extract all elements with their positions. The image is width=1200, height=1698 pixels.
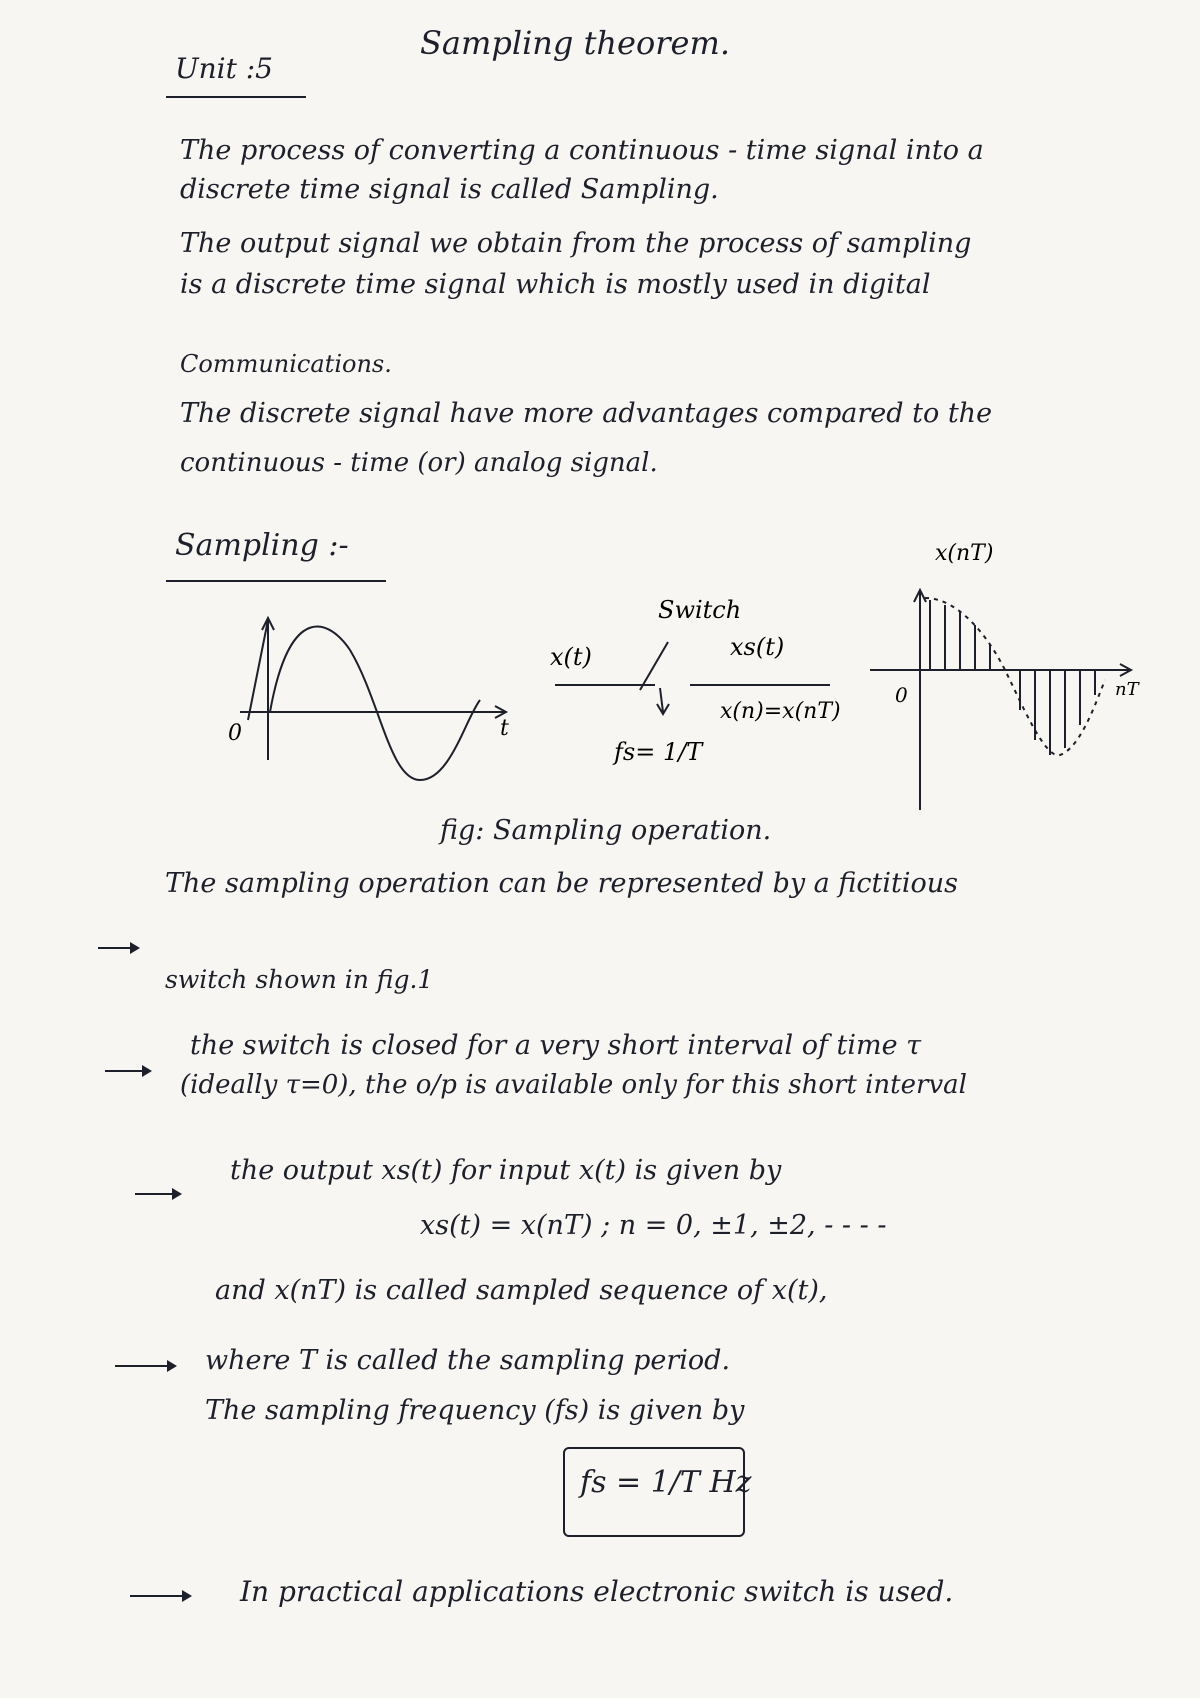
origin-left-label: 0 [228,721,242,746]
sequence-label: x(n)=x(nT) [720,699,841,724]
intro-line-7: continuous - time (or) analog signal. [180,448,658,478]
intro-line-6: The discrete signal have more advantages compared to the [180,398,993,429]
y-axis-left [248,620,268,720]
continuous-signal-plot [240,618,506,780]
xnt-label: x(nT) [935,541,994,566]
bullet-4-line-1: where T is called the sampling period. [205,1345,731,1376]
sampling-figure [0,530,1200,820]
sine-wave [270,627,480,780]
sample-envelope [925,598,1105,755]
intro-line-1: The process of converting a continuous - time signal into a [180,135,984,166]
boxed-formula: fs = 1/T Hz [580,1465,752,1500]
t-axis-label: t [500,716,509,741]
output-signal-label: xs(t) [730,633,785,661]
bullet-arrow-4 [115,1365,175,1367]
unit-label: Unit :5 [175,52,273,85]
bullet-2-line-1: the switch is closed for a very short interval of time τ [190,1030,922,1061]
bullet-arrow-2 [105,1070,150,1072]
bullet-4-line-2: The sampling frequency (fs) is given by [205,1395,745,1426]
intro-line-5: Communications. [180,350,392,378]
intro-line-2: discrete time signal is called Sampling. [180,174,719,205]
fs-label: fs= 1/T [614,738,703,766]
bullet-arrow-1 [98,947,138,949]
nt-axis-label: nT [1115,679,1139,700]
intro-line-3: The output signal we obtain from the process of sampling [180,228,972,259]
page-title: Sampling theorem. [420,24,730,62]
origin-right-label: 0 [895,683,908,707]
section-heading: Sampling :- [175,528,349,563]
intro-line-4: is a discrete time signal which is mostly used in digital [180,269,931,300]
bullet-1-line-1: The sampling operation can be represented by a fictitious [165,868,958,899]
input-signal-label: x(t) [550,643,592,671]
figure-caption: fig: Sampling operation. [440,815,772,846]
bullet-arrow-5 [130,1595,190,1597]
switch-blade [640,642,668,690]
bullet-3-line-2: and x(nT) is called sampled sequence of x(t), [215,1275,828,1306]
sampled-signal-plot [870,590,1131,810]
bullet-arrow-3 [135,1193,180,1195]
unit-underline [166,96,306,98]
bullet-2-line-2: (ideally τ=0), the o/p is available only for this short interval [180,1070,967,1100]
bullet-5-line-1: In practical applications electronic switch is used. [240,1575,954,1608]
sampled-equation: xs(t) = x(nT) ; n = 0, ±1, ±2, - - - - [420,1210,887,1241]
bullet-3-line-1: the output xs(t) for input x(t) is given by [230,1155,782,1186]
bullet-1-line-2: switch shown in fig.1 [165,965,434,994]
switch-label: Switch [658,596,742,624]
